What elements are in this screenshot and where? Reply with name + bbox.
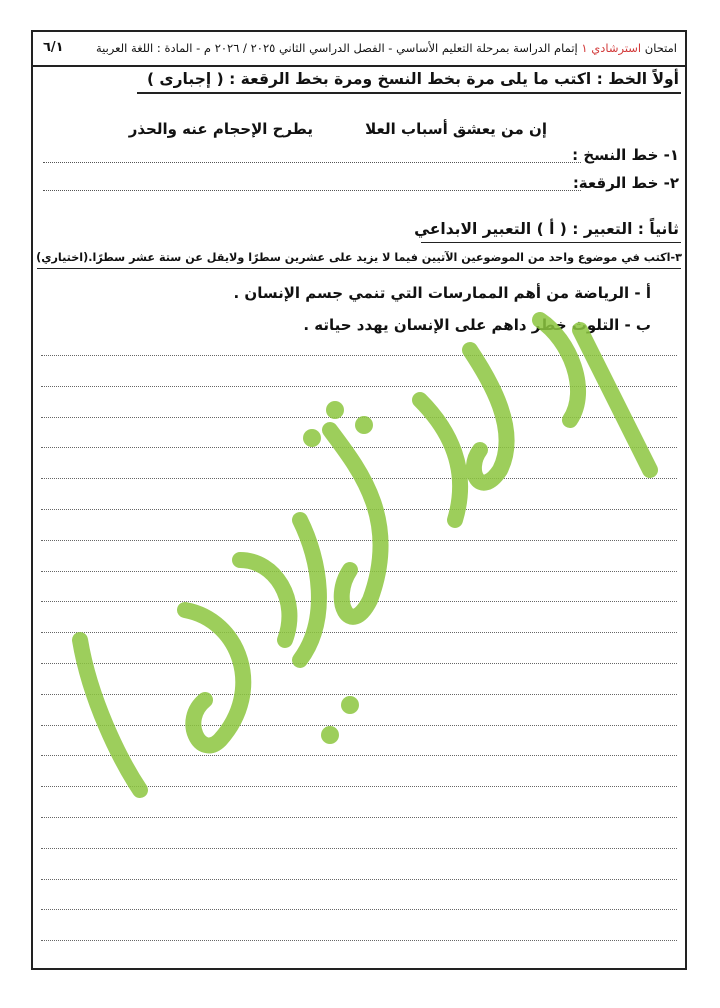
writing-line[interactable] xyxy=(41,355,677,356)
writing-line[interactable] xyxy=(41,540,677,541)
writing-line[interactable] xyxy=(41,909,677,910)
writing-line[interactable] xyxy=(41,755,677,756)
writing-line[interactable] xyxy=(41,478,677,479)
essay-topic-b: ب - التلوث خطر داهم على الإنسان يهدد حياته . xyxy=(303,316,651,334)
writing-line[interactable] xyxy=(41,417,677,418)
naskh-label: ١- خط النسخ : xyxy=(572,146,679,164)
writing-line[interactable] xyxy=(41,786,677,787)
ruqaa-label: ٢- خط الرقعة: xyxy=(572,174,679,192)
writing-line[interactable] xyxy=(41,632,677,633)
writing-line[interactable] xyxy=(41,879,677,880)
writing-line[interactable] xyxy=(41,601,677,602)
exam-title xyxy=(96,41,677,55)
writing-line[interactable] xyxy=(41,386,677,387)
writing-line[interactable] xyxy=(41,848,677,849)
writing-line[interactable] xyxy=(41,571,677,572)
writing-line[interactable] xyxy=(41,725,677,726)
section1-title: أولاً الخط : اكتب ما يلى مرة بخط النسخ ومرة بخط الرقعة : ( إجبارى ) xyxy=(146,70,679,88)
writing-line[interactable] xyxy=(41,663,677,664)
verse-part-2: يطرح الإحجام عنه والحذر xyxy=(128,120,313,138)
naskh-answer-line[interactable] xyxy=(43,162,581,163)
section2-title: ثانياً : التعبير : ( أ ) التعبير الابداعي xyxy=(414,220,679,238)
essay-instruction: ٣-اكتب في موضوع واحد من الموضوعين الآتيين فيما لا يزيد على عشرين سطرًا ولايقل عن ستة عشر سطرًا.(اختياري) xyxy=(36,251,682,264)
writing-line[interactable] xyxy=(41,447,677,448)
ruqaa-answer-line[interactable] xyxy=(43,190,581,191)
section2-underline xyxy=(421,242,681,243)
instruction-underline xyxy=(37,268,681,269)
writing-line[interactable] xyxy=(41,694,677,695)
writing-line[interactable] xyxy=(41,940,677,941)
section1-underline xyxy=(137,92,681,94)
exam-header xyxy=(33,32,685,67)
verse-part-1: إن من يعشق أسباب العلا xyxy=(365,120,547,138)
exam-page xyxy=(31,30,687,970)
writing-line[interactable] xyxy=(41,817,677,818)
essay-topic-a: أ - الرياضة من أهم الممارسات التي تنمي جسم الإنسان . xyxy=(233,284,651,302)
writing-line[interactable] xyxy=(41,509,677,510)
page-number: ٦/١ xyxy=(43,40,64,55)
title-rest: إتمام الدراسة بمرحلة التعليم الأساسي - الفصل الدراسي الثاني ٢٠٢٥ / ٢٠٢٦ م - المادة : اللغة العربية xyxy=(95,41,582,55)
title-prefix: امتحان xyxy=(641,41,677,55)
title-highlight: استرشادي ١ xyxy=(581,41,642,55)
